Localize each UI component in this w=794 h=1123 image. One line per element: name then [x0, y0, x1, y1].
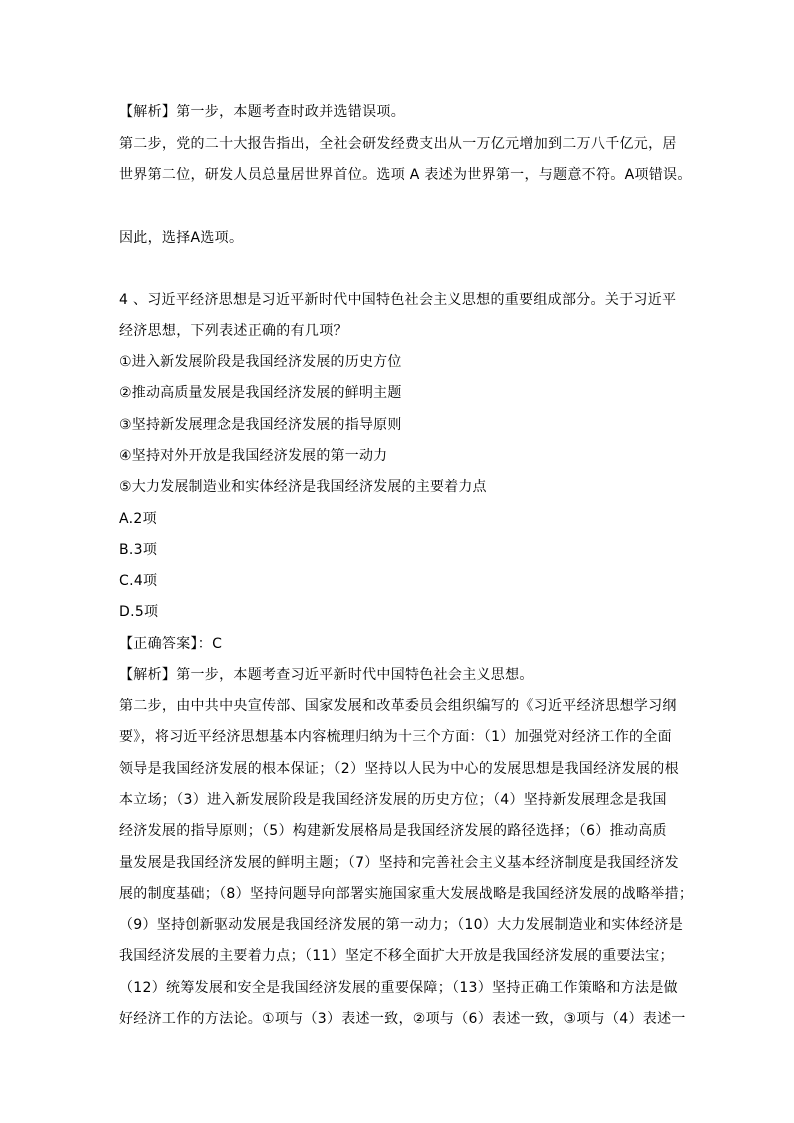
q4-statement-1: ①进入新发展阶段是我国经济发展的历史方位	[119, 354, 402, 370]
q4-analysis-line-8: 展的制度基础；（8）坚持问题导向部署实施国家重大发展战略是我国经济发展的战略举措；	[119, 886, 694, 902]
q4-correct-answer: 【正确答案】：C	[119, 636, 223, 652]
q4-option-d: D.5项	[119, 604, 159, 620]
q4-analysis-line-6: 经济发展的指导原则；（5）构建新发展格局是我国经济发展的路径选择；（6）推动高质	[119, 823, 667, 839]
q4-option-c: C.4项	[119, 573, 158, 589]
q3-analysis-line-2: 第二步，党的二十大报告指出，全社会研发经费支出从一万亿元增加到二万八千亿元，居	[119, 136, 677, 152]
q4-analysis-line-1: 【解析】第一步，本题考查习近平新时代中国特色社会主义思想。	[119, 667, 534, 683]
q4-statement-3: ③坚持新发展理念是我国经济发展的指导原则	[119, 417, 402, 433]
q3-analysis-line-1: 【解析】第一步，本题考查时政并选错误项。	[119, 104, 405, 120]
q4-analysis-line-10: 我国经济发展的主要着力点；（11）坚定不移全面扩大开放是我国经济发展的重要法宝；	[119, 948, 674, 964]
q4-analysis-line-9: （9）坚持创新驱动发展是我国经济发展的第一动力；（10）大力发展制造业和实体经济是	[119, 917, 684, 933]
q4-analysis-line-7: 量发展是我国经济发展的鲜明主题；（7）坚持和完善社会主义基本经济制度是我国经济发	[119, 855, 679, 871]
q4-stem-line-1: 4 、习近平经济思想是习近平新时代中国特色社会主义思想的重要组成部分。关于习近平	[119, 292, 677, 308]
q4-analysis-line-3: 要》，将习近平经济思想基本内容梳理归纳为十三个方面：（1）加强党对经济工作的全面	[119, 729, 672, 745]
q4-analysis-line-2: 第二步，由中共中央宣传部、国家发展和改革委员会组织编写的《习近平经济思想学习纲	[119, 698, 677, 714]
q4-analysis-line-11: （12）统筹发展和安全是我国经济发展的重要保障；（13）坚持正确工作策略和方法是做	[119, 980, 678, 996]
q4-stem-line-2: 经济思想，下列表述正确的有几项？	[119, 323, 348, 339]
q3-analysis-line-3: 世界第二位，研发人员总量居世界首位。选项 A 表述为世界第一，与题意不符。A项错误。	[119, 167, 692, 183]
q4-analysis-line-12: 好经济工作的方法论。①项与（3）表述一致，②项与（6）表述一致，③项与（4）表述一	[119, 1011, 686, 1027]
q4-statement-2: ②推动高质量发展是我国经济发展的鲜明主题	[119, 385, 402, 401]
q4-statement-5: ⑤大力发展制造业和实体经济是我国经济发展的主要着力点	[119, 479, 487, 495]
q4-statement-4: ④坚持对外开放是我国经济发展的第一动力	[119, 448, 388, 464]
q4-option-a: A.2项	[119, 511, 157, 527]
q3-conclusion: 因此，选择A选项。	[119, 230, 244, 246]
q4-analysis-line-5: 本立场；（3）进入新发展阶段是我国经济发展的历史方位；（4）坚持新发展理念是我国	[119, 792, 667, 808]
q4-option-b: B.3项	[119, 542, 158, 558]
q4-analysis-line-4: 领导是我国经济发展的根本保证；（2）坚持以人民为中心的发展思想是我国经济发展的根	[119, 761, 679, 777]
